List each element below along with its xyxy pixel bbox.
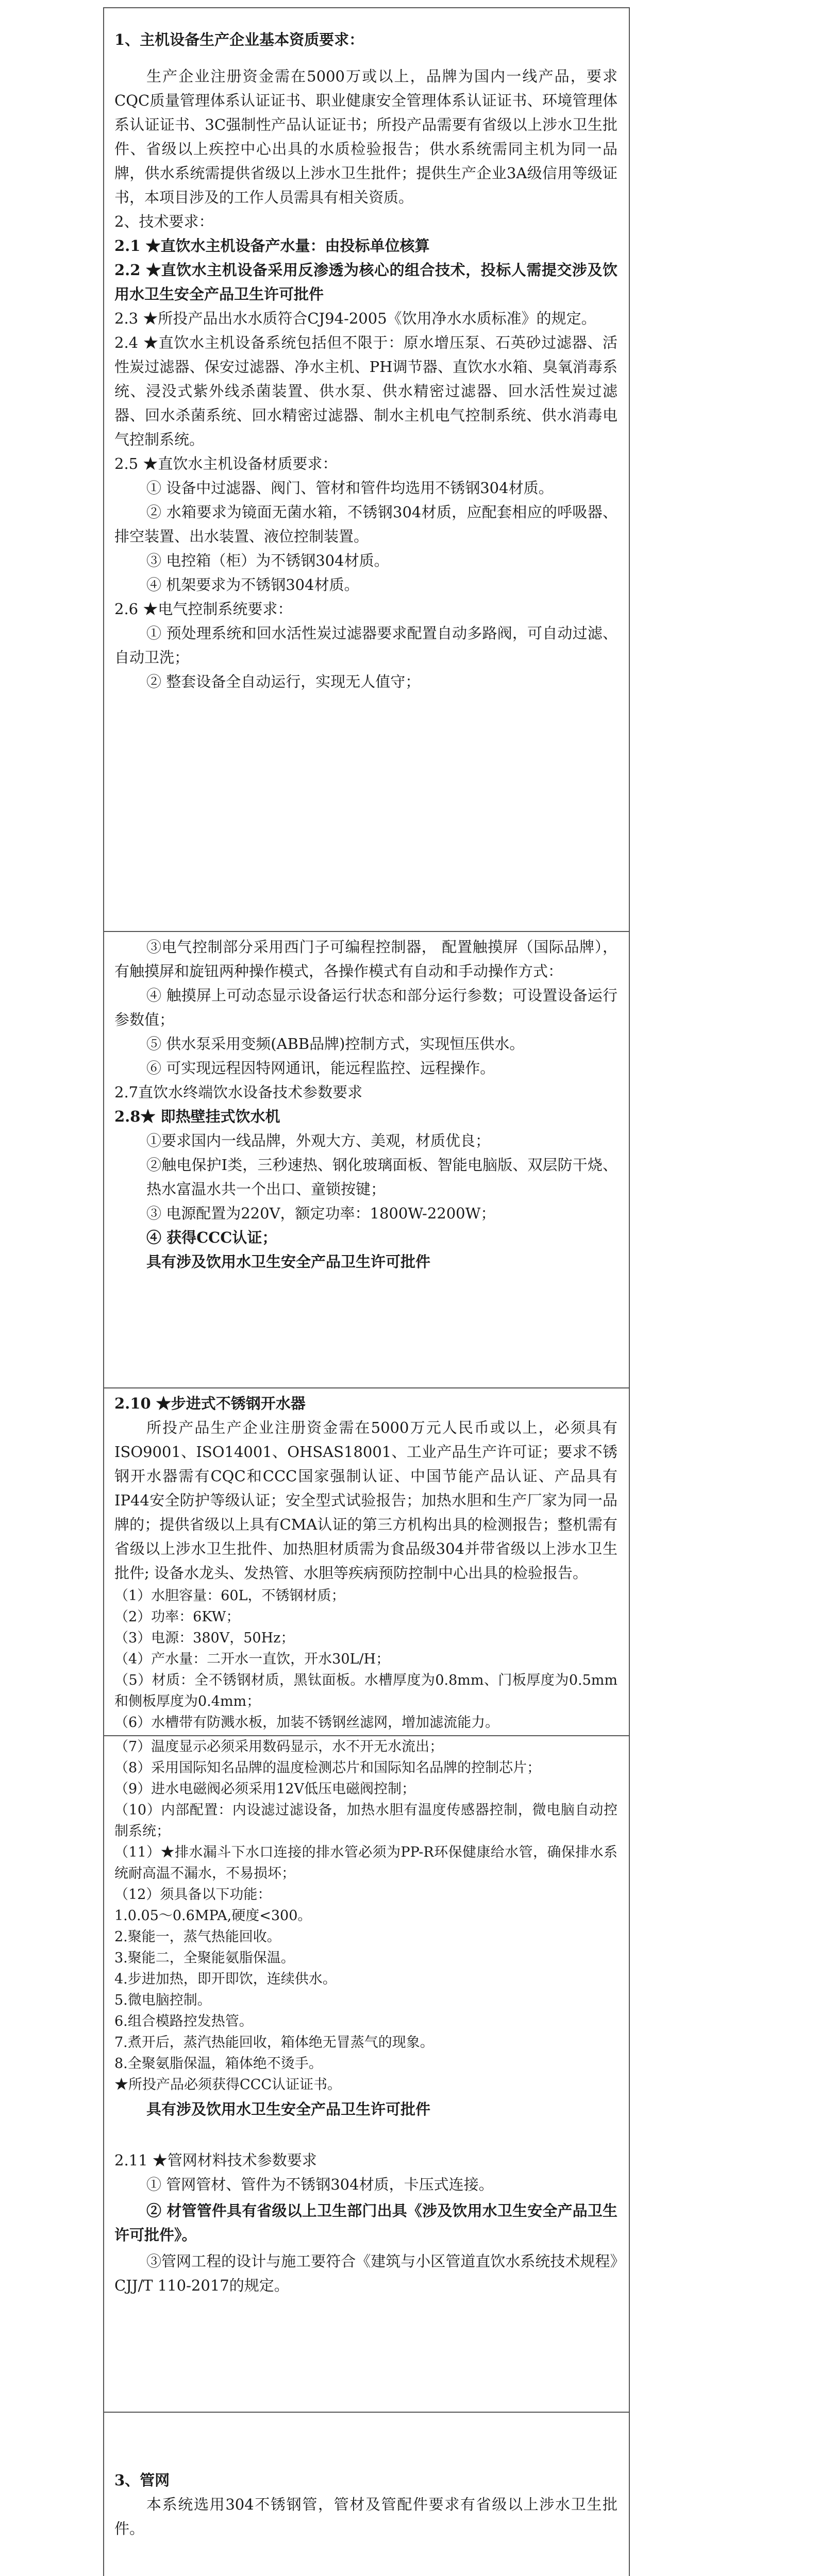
s3c-paragraph: 2.聚能一，蒸气热能回收。 <box>114 1929 281 1945</box>
s3c-paragraph: （11）★排水漏斗下水口连接的排水管必须为PP-R环保健康给水管，确保排水系统耐高温不漏水，不易损坏； <box>114 1844 617 1882</box>
s2-paragraph: ④ 触摸屏上可动态显示设备运行状态和部分运行参数；可设置设备运行参数值； <box>114 987 617 1028</box>
s3c-paragraph: 3.聚能二，全聚能氨脂保温。 <box>114 1950 295 1966</box>
s2-paragraph: 2.8★ 即热壁挂式饮水机 <box>114 1108 280 1125</box>
inner-divider <box>104 1735 629 2298</box>
s4-paragraph: 3、管网 <box>114 2471 170 2489</box>
document-page <box>103 7 630 2576</box>
s3e-paragraph: ③管网工程的设计与施工要符合《建筑与小区管道直饮水系统技术规程》CJJ/T 110-2017的规定。 <box>114 2252 617 2294</box>
s3c-paragraph: 8.全聚氨脂保温，箱体绝不烫手。 <box>114 2056 323 2072</box>
s3b-paragraph: （5）材质：全不锈钢材质，黑钛面板。水槽厚度为0.8mm、门板厚度为0.5mm和侧板厚度为0.4mm； <box>114 1672 617 1709</box>
s3c-paragraph: 6.组合模路控发热管。 <box>114 2013 253 2029</box>
s1-paragraph: ② 整套设备全自动运行，实现无人值守； <box>146 673 421 690</box>
s1-paragraph: 2.3 ★所投产品出水水质符合CJ94-2005《饮用净水水质标准》的规定。 <box>114 310 596 327</box>
s3c-paragraph: 7.煮开后，蒸汽热能回收，箱体绝无冒蒸气的现象。 <box>114 2035 434 2050</box>
s3c-paragraph: ★所投产品必须获得CCC认证证书。 <box>114 2077 341 2093</box>
s1-paragraph: 2.1 ★直饮水主机设备产水量：由投标单位核算 <box>114 237 430 255</box>
s3c-paragraph: （12）须具备以下功能： <box>114 1887 272 1903</box>
s1-paragraph: 2.2 ★直饮水主机设备采用反渗透为核心的组合技术，投标人需提交涉及饮用水卫生安全产品卫生许可批件 <box>114 261 617 303</box>
s2-paragraph: ⑤ 供水泵采用变频(ABB品牌)控制方式，实现恒压供水。 <box>146 1035 525 1053</box>
s3d-paragraph: 具有涉及饮用水卫生安全产品卫生许可批件 <box>146 2100 431 2118</box>
s3c-paragraph: 5.微电脑控制。 <box>114 1992 211 2008</box>
s1-paragraph: 1、主机设备生产企业基本资质要求： <box>114 31 364 48</box>
s1-paragraph: 2、技术要求： <box>114 213 214 230</box>
s2-paragraph: 2.7直饮水终端饮水设备技术参数要求 <box>114 1083 363 1101</box>
section-boiler-and-pipe-specs <box>104 1388 629 2413</box>
s1-paragraph: ④ 机架要求为不锈钢304材质。 <box>146 576 359 594</box>
section-qualifications <box>104 8 629 932</box>
s3c-paragraph: （7）温度显示必须采用数码显示，水不开无水流出； <box>114 1739 444 1755</box>
s2-paragraph: ①要求国内一线品牌，外观大方、美观，材质优良； <box>146 1132 491 1149</box>
s2-paragraph: 具有涉及饮用水卫生安全产品卫生许可批件 <box>146 1253 431 1270</box>
s2-paragraph: ⑥ 可实现远程因特网通讯，能远程监控、远程操作。 <box>146 1059 495 1077</box>
s3e-paragraph: 2.11 ★管网材料技术参数要求 <box>114 2151 317 2169</box>
s3b-paragraph: （4）产水量：二开水一直饮，开水30L/H； <box>114 1651 390 1667</box>
s3e-paragraph: ① 管网管材、管件为不锈钢304材质，卡压式连接。 <box>146 2176 494 2193</box>
s2-paragraph: ③ 电源配置为220V，额定功率：1800W-2200W； <box>146 1205 496 1222</box>
s3a-paragraph: 2.10 ★步进式不锈钢开水器 <box>114 1395 306 1412</box>
s1-paragraph: 生产企业注册资金需在5000万或以上，品牌为国内一线产品，要求CQC质量管理体系认证证书、职业健康安全管理体系认证证书、环境管理体系认证证书、3C强制性产品认证证书；所投产品需要有省级以上涉水卫生批件、省级以上疾控中心出具的水质检验报告；供水系统需同主机为同一品牌，供水系统需提供省级以上涉水卫生批件；提供生产企业3A级信用等级证书，本项目涉及的工作人员需具有相关资质。 <box>114 67 617 206</box>
s3b-paragraph: （2）功率：6KW； <box>114 1609 240 1625</box>
section-electrical-and-terminal <box>104 932 629 1388</box>
s2-paragraph: ③电气控制部分采用西门子可编程控制器， 配置触摸屏（国际品牌），有触摸屏和旋钮两种操作模式，各操作模式有自动和手动操作方式： <box>114 938 617 980</box>
s3c-paragraph: （9）进水电磁阀必须采用12V低压电磁阀控制； <box>114 1781 416 1797</box>
s1-paragraph: 2.4 ★直饮水主机设备系统包括但不限于：原水增压泵、石英砂过滤器、活性炭过滤器、保安过滤器、净水主机、PH调节器、直饮水水箱、臭氧消毒系统、浸没式紫外线杀菌装置、供水泵、供水精密过滤器、回水活性炭过滤器、回水杀菌系统、回水精密过滤器、制水主机电气控制系统、供水消毒电气控制系统。 <box>114 334 617 448</box>
s2-paragraph: ②触电保护Ⅰ类，三秒速热、钢化玻璃面板、智能电脑版、双层防干烧、热水富温水共一个出口、童锁按键； <box>146 1156 617 1198</box>
s1-paragraph: ① 设备中过滤器、阀门、管材和管件均选用不锈钢304材质。 <box>146 479 554 497</box>
s1-paragraph: ③ 电控箱（柜）为不锈钢304材质。 <box>146 552 389 569</box>
s3b-paragraph: （6）水槽带有防溅水板，加装不锈钢丝滤网，增加滤流能力。 <box>114 1715 499 1731</box>
s3c-paragraph: 1.0.05～0.6MPA,硬度<300。 <box>114 1908 312 1924</box>
s3c-paragraph: 4.步进加热，即开即饮，连续供水。 <box>114 1971 337 1987</box>
s3a-paragraph: 所投产品生产企业注册资金需在5000万元人民币或以上，必须具有 ISO9001、ISO14001、OHSAS18001、工业产品生产许可证；要求不锈钢开水器需有CQC和CCC国家强制认证、中国节能产品认证、产品具有IP44安全防护等级认证；安全型式试验报告；加热水胆和生产厂家为同一品牌的；提供省级以上具有CMA认证的第三方机构出具的检测报告；整机需有省级以上涉水卫生批件、加热胆材质需为食品级304并带省级以上涉水卫生批件; 设备水龙头、发热管、水胆等疾病预防控制中心出具的检验报告。 <box>114 1419 617 1582</box>
s2-paragraph: ④ 获得CCC认证； <box>146 1229 277 1246</box>
section-pipe-network <box>104 2413 629 2576</box>
s1-paragraph: ② 水箱要求为镜面无菌水箱，不锈钢304材质，应配套相应的呼吸器、排空装置、出水装置、液位控制装置。 <box>114 503 617 545</box>
s3e-paragraph: ② 材管管件具有省级以上卫生部门出具《涉及饮用水卫生安全产品卫生许可批件》。 <box>114 2202 617 2244</box>
s3b-paragraph: （3）电源：380V，50Hz； <box>114 1630 295 1646</box>
s3b-paragraph: （1）水胆容量：60L，不锈钢材质； <box>114 1588 345 1604</box>
s4-paragraph: 本系统选用304不锈钢管，管材及管配件要求有省级以上涉水卫生批件。 <box>114 2496 617 2537</box>
s1-paragraph: 2.5 ★直饮水主机设备材质要求： <box>114 455 338 472</box>
s1-paragraph: 2.6 ★电气控制系统要求： <box>114 600 293 618</box>
s3c-paragraph: （10）内部配置：内设滤过滤设备，加热水胆有温度传感器控制，微电脑自动控制系统； <box>114 1802 617 1839</box>
s1-paragraph: ① 预处理系统和回水活性炭过滤器要求配置自动多路阀，可自动过滤、自动卫洗； <box>114 624 617 666</box>
s3c-paragraph: （8）采用国际知名品牌的温度检测芯片和国际知名品牌的控制芯片； <box>114 1760 541 1776</box>
